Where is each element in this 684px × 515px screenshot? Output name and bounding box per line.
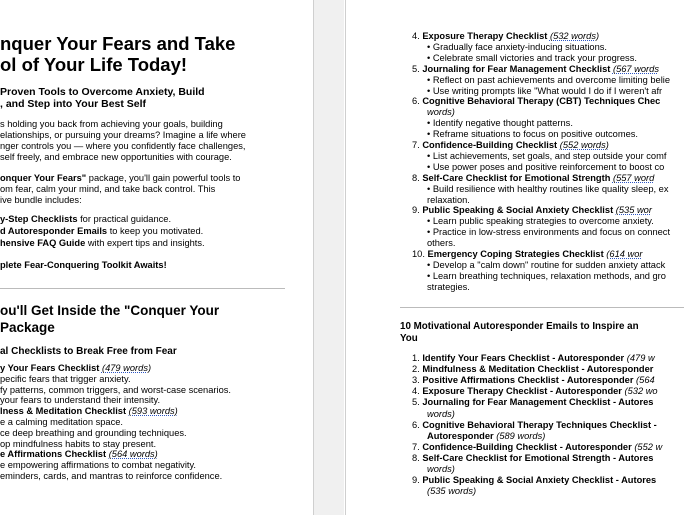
item-number: 5.: [412, 63, 423, 74]
word-count-continued: words): [427, 107, 455, 118]
email-item: [412, 397, 653, 408]
checklist-bullet-continued: strategies.: [427, 281, 470, 292]
intro-line-3: nger controls you — where you confidently face challenges,: [0, 141, 246, 151]
item-number: 5.: [412, 397, 423, 408]
email-title: Journaling for Fear Management Checklist - Autores: [422, 397, 654, 408]
email-item: [412, 453, 653, 464]
email-item: [412, 386, 658, 397]
email-title: Self-Care Checklist for Emotional Strength - Autores: [422, 452, 654, 463]
item-title: Emergency Coping Strategies Checklist: [427, 249, 604, 259]
word-count: (552 words): [559, 140, 609, 150]
page-title-line-1: nquer Your Fears and Take: [0, 33, 236, 54]
checklist-item: [412, 31, 599, 42]
email-title: Positive Affirmations Checklist - Autoresponder: [422, 375, 634, 386]
email-title-continued: Autoresponder: [427, 430, 494, 441]
section-divider: [0, 288, 285, 289]
checklist-item: [412, 249, 642, 260]
email-item-continued: [427, 431, 545, 442]
bundle-item-1-rest: for practical guidance.: [77, 214, 172, 224]
item-number: 8.: [412, 172, 423, 183]
package-line-2: om fear, calm your mind, and take back control. This: [0, 184, 216, 194]
checklist-bullet: • Gradually face anxiety-inducing situations.: [427, 41, 607, 52]
checklist-bullet: • Practice in low-stress environments and focus on connect: [427, 227, 671, 238]
subtitle-line-2: , and Step into Your Best Self: [0, 98, 147, 110]
item-number: 2.: [412, 364, 423, 375]
item-number: 4.: [412, 386, 423, 397]
checklist-bullet: e a calming meditation space.: [0, 417, 123, 427]
bundle-item-3-bold: hensive FAQ Guide: [0, 238, 86, 248]
emails-heading-line-2: You: [400, 333, 418, 344]
checklist-bullet: eminders, cards, and mantras to reinforce confidence.: [0, 471, 223, 481]
checklist-bullet: • Learn breathing techniques, relaxation methods, and gro: [427, 270, 666, 281]
inside-heading-line-1: ou'll Get Inside the "Conquer Your: [0, 303, 220, 318]
package-line-1: [0, 173, 240, 184]
email-title: Identify Your Fears Checklist - Autoresponder: [422, 353, 625, 363]
checklist-title: [0, 449, 158, 460]
intro-line-2: elationships, or pursuing your dreams? Imagine a life where: [0, 130, 246, 140]
page-gutter: [314, 0, 344, 515]
checklist-bullet: • List achievements, set goals, and step outside your comf: [427, 150, 667, 161]
bundle-item-1: [0, 214, 171, 225]
checklist-bullet: • Reframe situations to focus on positive outcomes.: [427, 129, 638, 140]
word-count-continued: (535 words): [427, 486, 477, 497]
item-title: Exposure Therapy Checklist: [422, 31, 548, 41]
bundle-item-2-rest: to keep you motivated.: [107, 226, 204, 236]
checklists-heading: al Checklists to Break Free from Fear: [0, 346, 177, 357]
bundle-item-3-rest: with expert tips and insights.: [85, 238, 205, 248]
right-section-divider: [400, 307, 684, 308]
checklist-item: [412, 140, 609, 151]
word-count: (479 words): [101, 363, 152, 373]
item-number: 6.: [412, 419, 423, 430]
checklist-bullet-continued: relaxation.: [427, 194, 470, 205]
checklist-bullet: fy patterns, common triggers, and worst-case scenarios.: [0, 384, 231, 395]
item-title: Self-Care Checklist for Emotional Strength: [422, 172, 611, 183]
checklist-bullet: • Reflect on past achievements and overcome limiting belie: [427, 74, 671, 85]
item-number: 6.: [412, 96, 423, 107]
item-number: 3.: [412, 375, 423, 386]
email-title: Confidence-Building Checklist - Autoresponder: [422, 441, 632, 452]
checklist-bullet: • Learn public speaking strategies to overcome anxiety.: [427, 216, 654, 227]
emails-heading-line-1: 10 Motivational Autoresponder Emails to Inspire an: [400, 321, 639, 332]
checklist-item: [412, 205, 652, 216]
item-number: 10.: [412, 249, 428, 259]
bundle-item-2-bold: d Autoresponder Emails: [0, 226, 108, 236]
subtitle-line-1: Proven Tools to Overcome Anxiety, Build: [0, 86, 205, 98]
word-count: (593 words): [128, 406, 178, 417]
left-document-page: [0, 0, 314, 515]
email-item: [412, 442, 662, 453]
word-count: (614 wor: [606, 249, 643, 259]
word-count: (535 wor: [615, 205, 652, 216]
item-title: Confidence-Building Checklist: [422, 140, 558, 150]
word-count: (564 words): [108, 449, 158, 460]
checklist-title-text: lness & Meditation Checklist: [0, 406, 127, 417]
intro-line-1: s holding you back from achieving your goals, building: [0, 119, 223, 129]
word-count-continued: words): [427, 408, 455, 419]
email-title: Cognitive Behavioral Therapy Techniques Checklist -: [422, 419, 657, 430]
item-title: Public Speaking & Social Anxiety Checklist: [422, 205, 614, 216]
item-number: 7.: [412, 140, 423, 150]
toolkit-line: plete Fear-Conquering Toolkit Awaits!: [0, 260, 167, 270]
package-name: onquer Your Fears": [0, 173, 87, 183]
checklist-bullet: your fears to understand their intensity.: [0, 395, 161, 406]
email-title: Exposure Therapy Checklist - Autoresponder: [422, 386, 622, 397]
checklist-bullet: • Build resilience with healthy routines like quality sleep, ex: [427, 183, 669, 194]
bundle-item-1-bold: y-Step Checklists: [0, 214, 78, 224]
email-item: [412, 375, 655, 386]
item-number: 8.: [412, 452, 423, 463]
word-count: (532 wo: [624, 386, 658, 397]
checklist-item: [412, 64, 659, 75]
checklist-bullet: ce deep breathing and grounding techniques.: [0, 427, 187, 438]
bundle-item-2: [0, 226, 203, 237]
bundle-item-3: [0, 238, 205, 249]
checklist-bullet: op mindfulness habits to stay present.: [0, 438, 157, 449]
item-number: 1.: [412, 353, 423, 363]
checklist-bullet: • Use power poses and positive reinforcement to boost co: [427, 161, 665, 172]
checklist-title-text: y Your Fears Checklist: [0, 363, 100, 373]
item-number: 7.: [412, 441, 423, 452]
checklist-bullet: • Identify negative thought patterns.: [427, 118, 573, 129]
email-title: Mindfulness & Meditation Checklist - Autoresponder: [422, 364, 654, 375]
word-count: (589 words): [496, 430, 546, 441]
email-item: [412, 475, 656, 486]
item-number: 4.: [412, 31, 423, 41]
email-item: [412, 420, 657, 431]
right-document-page: [345, 0, 684, 515]
checklist-bullet: • Develop a "calm down" routine for sudden anxiety attack: [427, 259, 666, 270]
checklist-bullet: pecific fears that trigger anxiety.: [0, 373, 131, 384]
item-title: Journaling for Fear Management Checklist: [422, 63, 611, 74]
email-title: Public Speaking & Social Anxiety Checklist - Autores: [422, 475, 657, 486]
checklist-bullet: • Celebrate small victories and track your progress.: [427, 52, 637, 63]
package-desc: package, you'll gain powerful tools to: [86, 173, 241, 183]
email-item: [412, 353, 655, 364]
checklist-bullet-continued: others.: [427, 238, 456, 249]
checklist-title: [0, 363, 151, 374]
word-count-continued: words): [427, 464, 455, 474]
package-line-3: ive bundle includes:: [0, 195, 82, 205]
word-count: (479 w: [626, 353, 655, 363]
checklist-item: [412, 173, 654, 184]
inside-heading-line-2: Package: [0, 320, 55, 335]
word-count: (567 words: [612, 63, 659, 74]
intro-line-4: self freely, and embrace new opportunities with courage.: [0, 152, 232, 162]
word-count: (557 word: [612, 172, 655, 183]
word-count: (532 words): [549, 31, 600, 41]
checklist-bullet: • Use writing prompts like "What would I do if I weren't afr: [427, 85, 663, 96]
checklist-title-text: e Affirmations Checklist: [0, 449, 107, 460]
word-count: (564: [636, 375, 655, 386]
checklist-item: [412, 96, 660, 107]
checklist-bullet: e empowering affirmations to combat negativity.: [0, 460, 197, 471]
item-number: 9.: [412, 205, 423, 216]
item-title: Cognitive Behavioral Therapy (CBT) Techniques Chec: [422, 96, 661, 107]
word-count: (552 w: [634, 441, 663, 452]
page-title-line-2: ol of Your Life Today!: [0, 54, 188, 75]
email-item: [412, 364, 653, 375]
checklist-title: [0, 406, 178, 417]
item-number: 9.: [412, 475, 423, 486]
